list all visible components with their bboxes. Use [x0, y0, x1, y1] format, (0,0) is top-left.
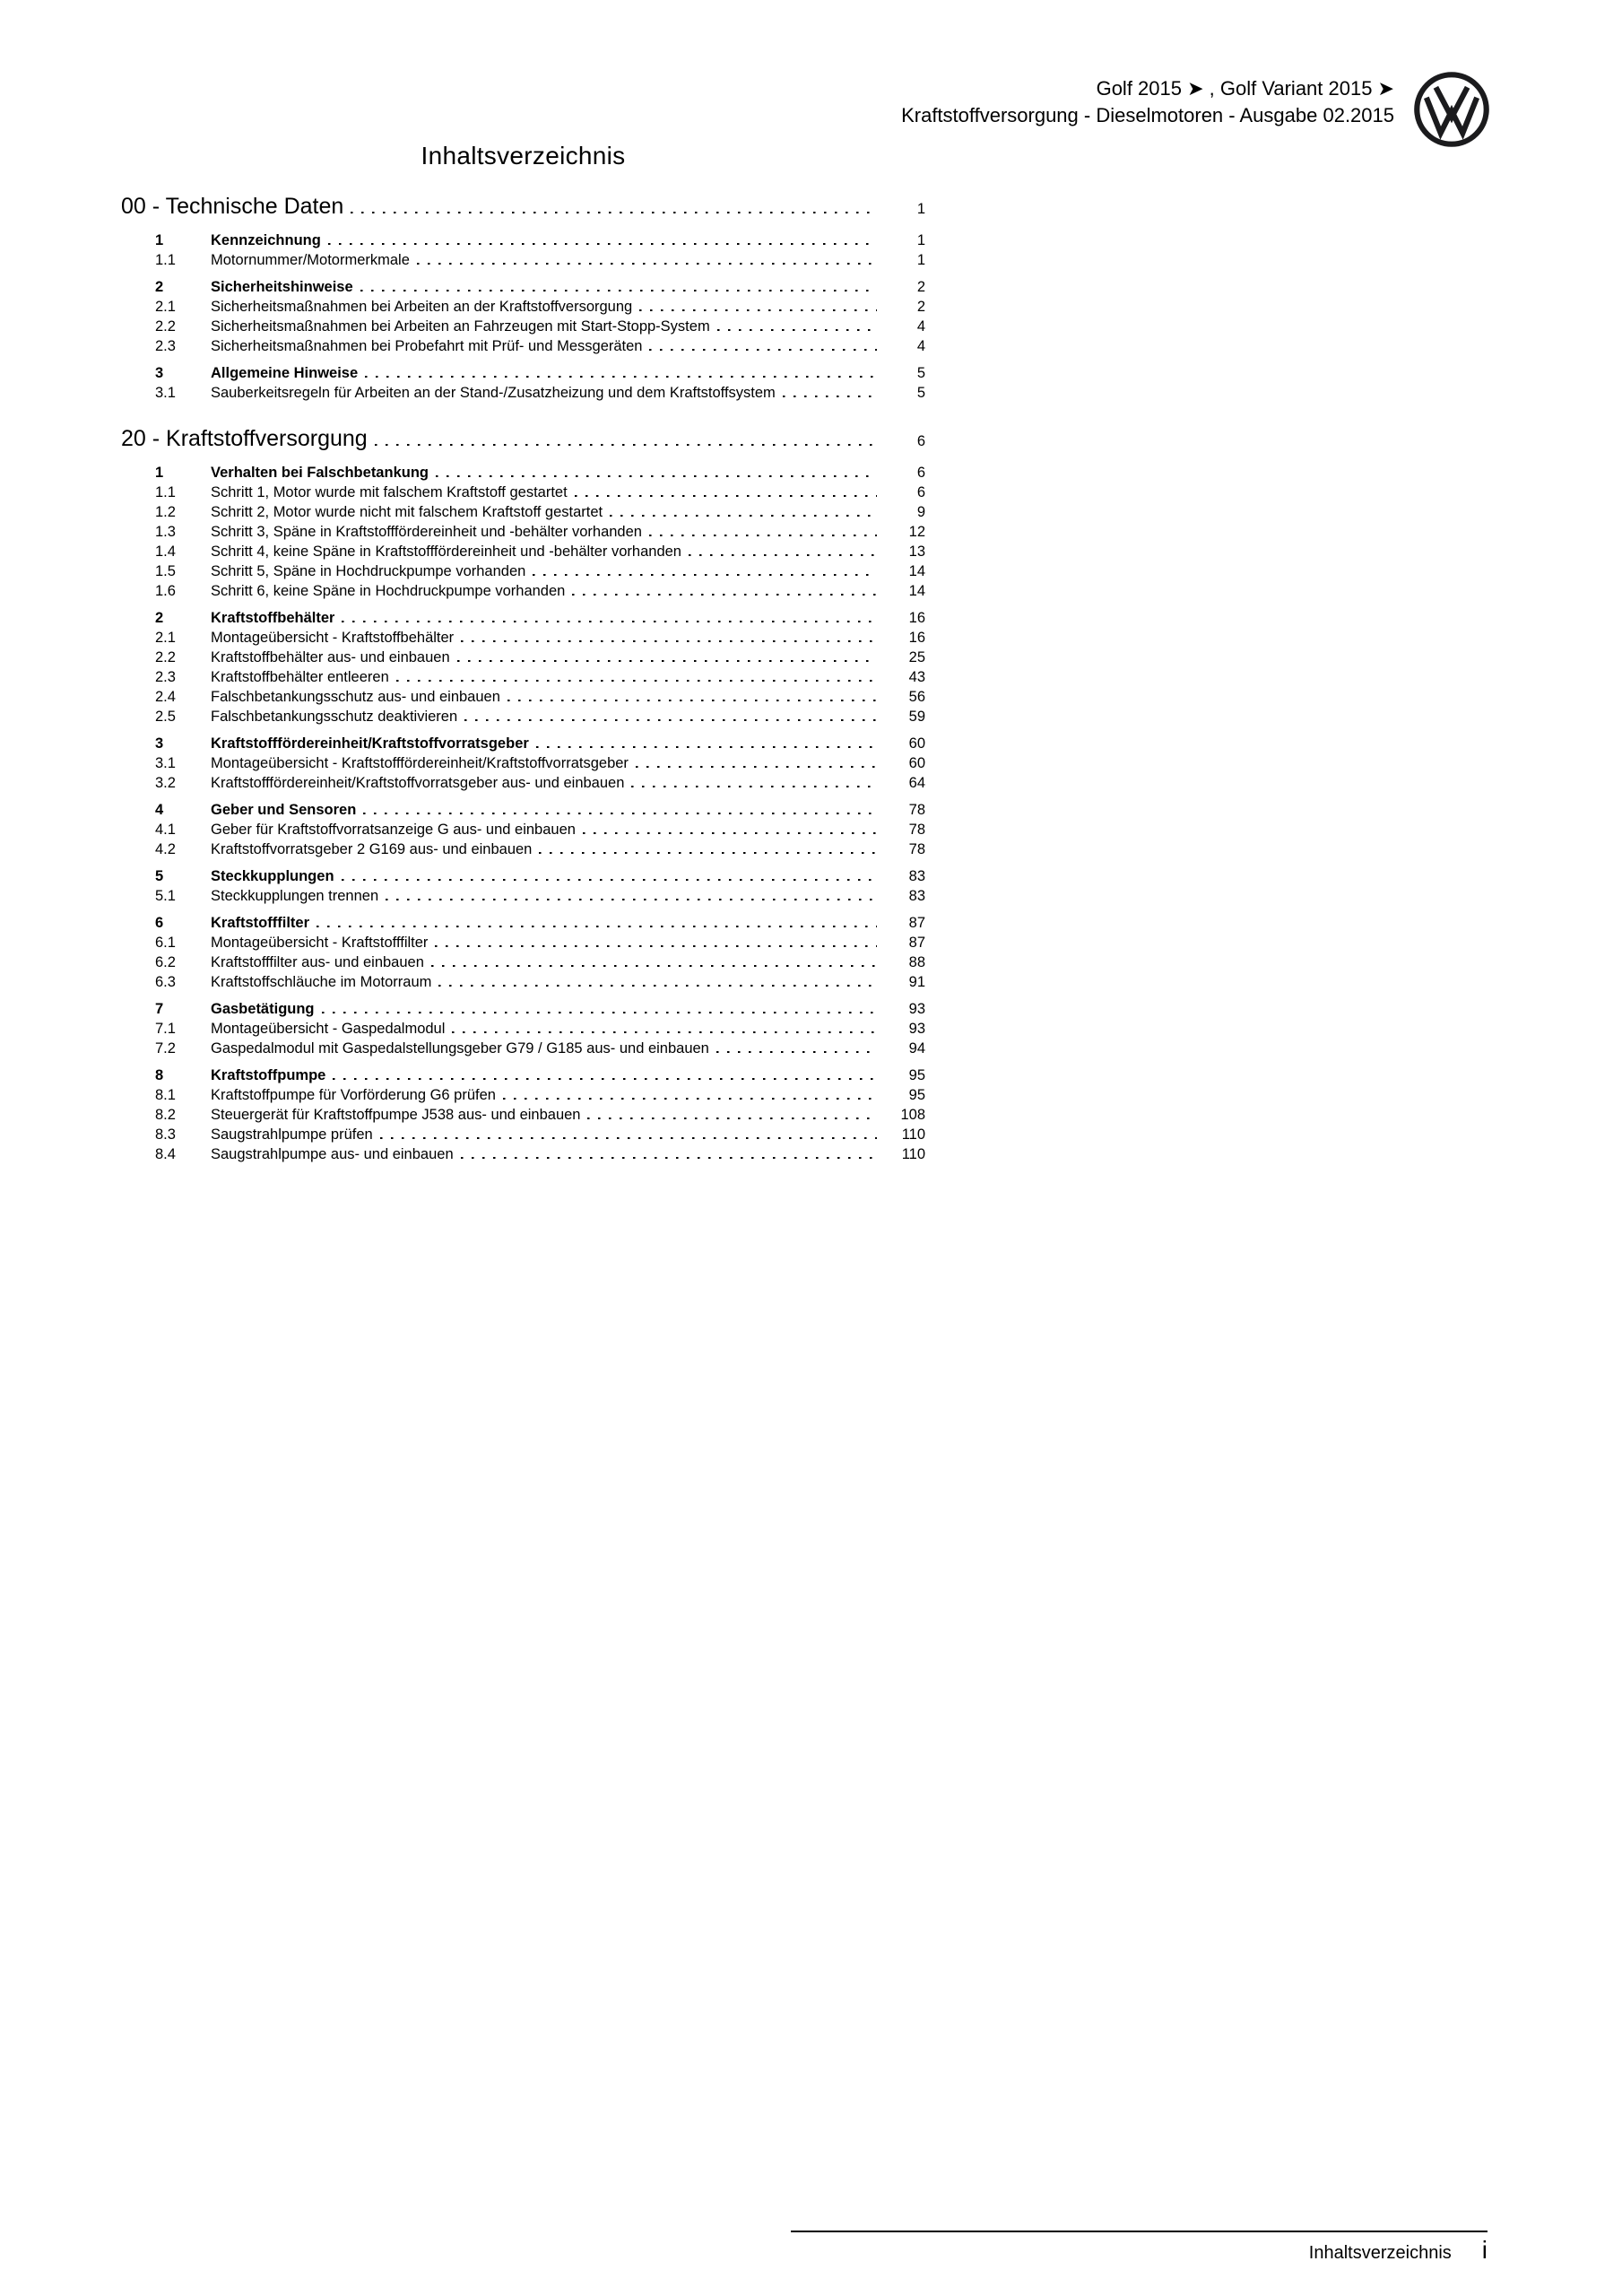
entry-number: 4.1 [155, 822, 176, 838]
entry-number: 2.1 [155, 630, 176, 646]
footer-divider [791, 2231, 1488, 2232]
toc-entry [155, 667, 925, 687]
entry-number: 2 [155, 279, 164, 295]
toc-entry [155, 230, 925, 250]
dot-leader [610, 513, 877, 517]
toc-entry [155, 1039, 925, 1058]
dot-leader [386, 897, 877, 900]
entry-title: Kraftstoffpumpe [211, 1067, 326, 1083]
entry-title: Motornummer/Motormerkmale [211, 252, 410, 268]
toc-entry [155, 363, 925, 383]
dot-leader [575, 493, 877, 497]
entry-page-number: 87 [908, 915, 925, 931]
entry-page-number: 2 [916, 299, 925, 315]
entry-title: Verhalten bei Falschbetankung [211, 465, 429, 481]
dot-leader [396, 678, 877, 682]
toc-entry [155, 773, 925, 793]
entry-page-number: 56 [908, 689, 925, 705]
entry-page-number: 60 [908, 755, 925, 771]
header-model-line: Golf 2015 ➤ , Golf Variant 2015 ➤ [1096, 77, 1394, 100]
entry-page-number: 83 [908, 888, 925, 904]
dot-leader [631, 784, 877, 787]
entry-title: Sicherheitsmaßnahmen bei Arbeiten an der Kraftstoffversorgung [211, 299, 633, 315]
toc-entry [155, 383, 925, 403]
dot-leader [380, 1135, 877, 1139]
entry-title: Sauberkeitsregeln für Arbeiten an der Stand-/Zusatzheizung und dem Kraftstoffsystem [211, 385, 776, 401]
entry-title: Gasbetätigung [211, 1001, 315, 1017]
content-area [121, 142, 925, 1164]
entry-number: 6.1 [155, 935, 176, 951]
dot-leader [649, 347, 877, 351]
dot-leader [783, 394, 877, 397]
entry-number: 4.2 [155, 841, 176, 857]
toc-chapter-heading [121, 424, 925, 456]
dot-leader [342, 877, 877, 881]
entry-page-number: 14 [908, 583, 925, 599]
toc-entry [155, 317, 925, 336]
toc-entry [155, 628, 925, 648]
entry-title: Sicherheitsmaßnahmen bei Probefahrt mit Prüf- und Messgeräten [211, 338, 643, 354]
entry-title: Schritt 6, keine Späne in Hochdruckpumpe vorhanden [211, 583, 566, 599]
entry-number: 2.3 [155, 669, 176, 685]
entry-page-number: 110 [901, 1146, 925, 1162]
entry-number: 8.2 [155, 1107, 176, 1123]
dot-leader [461, 639, 877, 642]
chapter-label: 00 - Technische Daten [121, 194, 344, 219]
dot-leader [539, 850, 877, 854]
entry-title: Geber und Sensoren [211, 802, 357, 818]
entry-title: Kennzeichnung [211, 232, 321, 248]
entry-number: 1.6 [155, 583, 176, 599]
toc-entry [155, 297, 925, 317]
toc-entry [155, 933, 925, 952]
chapter-items [121, 230, 925, 403]
entry-number: 1.5 [155, 563, 176, 579]
entry-page-number: 6 [916, 465, 925, 481]
toc-entry [155, 522, 925, 542]
entry-page-number: 43 [908, 669, 925, 685]
entry-number: 3.2 [155, 775, 176, 791]
entry-page-number: 78 [908, 802, 925, 818]
entry-page-number: 16 [908, 610, 925, 626]
entry-title: Kraftstofffilter aus- und einbauen [211, 954, 424, 970]
dot-leader [375, 442, 877, 446]
chapter-page-number: 1 [916, 201, 925, 217]
entry-title: Gaspedalmodul mit Gaspedalstellungsgeber G79 / G185 aus- und einbauen [211, 1040, 709, 1057]
dot-leader [639, 308, 877, 311]
dot-leader [363, 811, 877, 814]
entry-page-number: 4 [916, 318, 925, 335]
dot-leader [536, 744, 877, 748]
entry-number: 2 [155, 610, 164, 626]
toc-entry [155, 561, 925, 581]
entry-title: Montageübersicht - Kraftstofffördereinheit/Kraftstoffvorratsgeber [211, 755, 629, 771]
entry-title: Falschbetankungsschutz deaktivieren [211, 709, 458, 725]
entry-number: 2.4 [155, 689, 176, 705]
entry-page-number: 95 [908, 1087, 925, 1103]
entry-page-number: 4 [916, 338, 925, 354]
dot-leader [464, 718, 877, 721]
footer-page-number: i [1481, 2236, 1488, 2264]
footer-section-label: Inhaltsverzeichnis [1308, 2243, 1452, 2263]
entry-page-number: 1 [916, 232, 925, 248]
toc-entry [155, 1019, 925, 1039]
entry-title: Kraftstoffvorratsgeber 2 G169 aus- und einbauen [211, 841, 533, 857]
entry-number: 2.3 [155, 338, 176, 354]
entry-title: Schritt 5, Späne in Hochdruckpumpe vorhanden [211, 563, 526, 579]
entry-page-number: 88 [908, 954, 925, 970]
toc-entry [155, 1125, 925, 1144]
entry-number: 6.3 [155, 974, 176, 990]
entry-title: Saugstrahlpumpe aus- und einbauen [211, 1146, 454, 1162]
chapter-label: 20 - Kraftstoffversorgung [121, 426, 368, 451]
entry-title: Falschbetankungsschutz aus- und einbauen [211, 689, 500, 705]
entry-page-number: 12 [908, 524, 925, 540]
entry-title: Steuergerät für Kraftstoffpumpe J538 aus- und einbauen [211, 1107, 581, 1123]
entry-title: Montageübersicht - Gaspedalmodul [211, 1021, 446, 1037]
entry-page-number: 1 [916, 252, 925, 268]
toc-entry [155, 542, 925, 561]
entry-number: 6 [155, 915, 164, 931]
dot-leader [328, 241, 877, 245]
toc-entry [155, 581, 925, 601]
page-header [901, 75, 1394, 129]
entry-title: Schritt 4, keine Späne in Kraftstofffördereinheit und -behälter vorhanden [211, 544, 681, 560]
entry-page-number: 2 [916, 279, 925, 295]
toc-entry [155, 250, 925, 270]
entry-title: Steckkupplungen trennen [211, 888, 379, 904]
toc-entry [155, 483, 925, 502]
dot-leader [317, 924, 877, 927]
entry-page-number: 5 [916, 385, 925, 401]
entry-page-number: 13 [908, 544, 925, 560]
entry-page-number: 94 [908, 1040, 925, 1057]
toc-chapter-heading [121, 192, 925, 223]
entry-title: Saugstrahlpumpe prüfen [211, 1126, 373, 1143]
toc-entry [155, 972, 925, 992]
entry-title: Allgemeine Hinweise [211, 365, 359, 381]
page-title: Inhaltsverzeichnis [421, 142, 626, 170]
entry-title: Kraftstoffpumpe für Vorförderung G6 prüfen [211, 1087, 496, 1103]
toc-entry [155, 820, 925, 839]
dot-leader [436, 474, 877, 477]
entry-page-number: 83 [908, 868, 925, 884]
entry-number: 4 [155, 802, 164, 818]
toc-entry [155, 707, 925, 726]
entry-title: Sicherheitsmaßnahmen bei Arbeiten an Fahrzeugen mit Start-Stopp-System [211, 318, 710, 335]
entry-page-number: 95 [908, 1067, 925, 1083]
dot-leader [689, 552, 877, 556]
toc-entry [155, 734, 925, 753]
entry-title: Kraftstofffilter [211, 915, 309, 931]
entry-page-number: 64 [908, 775, 925, 791]
entry-page-number: 78 [908, 841, 925, 857]
entry-page-number: 93 [908, 1001, 925, 1017]
entry-number: 2.2 [155, 318, 176, 335]
entry-page-number: 16 [908, 630, 925, 646]
dot-leader [351, 210, 877, 213]
dot-leader [365, 374, 877, 378]
toc-entry [155, 502, 925, 522]
dot-leader [333, 1076, 877, 1080]
header-subject-line: Kraftstoffversorgung - Dieselmotoren - Ausgabe 02.2015 [901, 104, 1394, 126]
toc-entry [155, 608, 925, 628]
entry-page-number: 14 [908, 563, 925, 579]
entry-page-number: 87 [908, 935, 925, 951]
entry-title: Montageübersicht - Kraftstofffilter [211, 935, 429, 951]
toc-entry [155, 1085, 925, 1105]
entry-title: Kraftstoffbehälter [211, 610, 335, 626]
toc-entry [155, 753, 925, 773]
toc-entry [155, 1105, 925, 1125]
entry-number: 3.1 [155, 385, 176, 401]
toc-entry [155, 800, 925, 820]
page-footer [1309, 2236, 1488, 2265]
entry-number: 7.1 [155, 1021, 176, 1037]
toc-chapter [121, 192, 925, 403]
entry-number: 1 [155, 232, 164, 248]
entry-page-number: 25 [908, 649, 925, 665]
entry-number: 5.1 [155, 888, 176, 904]
entry-title: Geber für Kraftstoffvorratsanzeige G aus- und einbauen [211, 822, 576, 838]
entry-number: 1 [155, 465, 164, 481]
dot-leader [649, 533, 877, 536]
dot-leader [583, 831, 877, 834]
toc [121, 192, 925, 1164]
entry-number: 2.5 [155, 709, 176, 725]
entry-number: 1.1 [155, 484, 176, 500]
dot-leader [435, 944, 877, 947]
entry-page-number: 108 [900, 1107, 925, 1123]
entry-number: 3.1 [155, 755, 176, 771]
toc-entry [155, 999, 925, 1019]
entry-page-number: 6 [916, 484, 925, 500]
entry-number: 7 [155, 1001, 164, 1017]
dot-leader [438, 983, 877, 987]
entry-title: Schritt 3, Späne in Kraftstofffördereinheit und -behälter vorhanden [211, 524, 642, 540]
dot-leader [587, 1116, 877, 1119]
entry-page-number: 78 [908, 822, 925, 838]
entry-number: 7.2 [155, 1040, 176, 1057]
toc-entry [155, 336, 925, 356]
entry-title: Kraftstoffschläuche im Motorraum [211, 974, 432, 990]
dot-leader [457, 658, 877, 662]
toc-entry [155, 952, 925, 972]
entry-number: 2.1 [155, 299, 176, 315]
dot-leader [431, 963, 877, 967]
dot-leader [342, 619, 877, 622]
toc-entry [155, 687, 925, 707]
dot-leader [533, 572, 877, 576]
toc-entry [155, 1065, 925, 1085]
entry-title: Kraftstoffbehälter entleeren [211, 669, 389, 685]
entry-number: 8 [155, 1067, 164, 1083]
dot-leader [507, 698, 877, 701]
entry-page-number: 93 [908, 1021, 925, 1037]
entry-page-number: 91 [908, 974, 925, 990]
entry-title: Schritt 1, Motor wurde mit falschem Kraftstoff gestartet [211, 484, 568, 500]
entry-page-number: 110 [901, 1126, 925, 1143]
toc-entry [155, 1144, 925, 1164]
entry-title: Schritt 2, Motor wurde nicht mit falschem Kraftstoff gestartet [211, 504, 603, 520]
entry-title: Kraftstoffbehälter aus- und einbauen [211, 649, 450, 665]
entry-title: Kraftstofffördereinheit/Kraftstoffvorratsgeber [211, 735, 529, 752]
entry-title: Montageübersicht - Kraftstoffbehälter [211, 630, 455, 646]
toc-entry [155, 839, 925, 859]
dot-leader [503, 1096, 877, 1100]
entry-number: 3 [155, 365, 164, 381]
entry-number: 6.2 [155, 954, 176, 970]
entry-title: Kraftstofffördereinheit/Kraftstoffvorratsgeber aus- und einbauen [211, 775, 625, 791]
entry-number: 1.2 [155, 504, 176, 520]
entry-number: 1.4 [155, 544, 176, 560]
chapter-items [121, 463, 925, 1164]
toc-entry [155, 277, 925, 297]
toc-entry [155, 463, 925, 483]
dot-leader [717, 327, 877, 331]
toc-chapter [121, 424, 925, 1164]
toc-entry [155, 886, 925, 906]
entry-number: 1.1 [155, 252, 176, 268]
dot-leader [417, 261, 877, 265]
entry-title: Sicherheitshinweise [211, 279, 353, 295]
entry-page-number: 9 [916, 504, 925, 520]
entry-number: 1.3 [155, 524, 176, 540]
toc-entry [155, 648, 925, 667]
entry-title: Steckkupplungen [211, 868, 334, 884]
dot-leader [572, 592, 877, 596]
vw-logo-icon [1412, 70, 1491, 149]
dot-leader [461, 1155, 877, 1159]
entry-page-number: 5 [916, 365, 925, 381]
entry-number: 8.1 [155, 1087, 176, 1103]
toc-entry [155, 866, 925, 886]
dot-leader [452, 1030, 877, 1033]
entry-page-number: 60 [908, 735, 925, 752]
entry-number: 2.2 [155, 649, 176, 665]
dot-leader [716, 1049, 877, 1053]
entry-number: 8.3 [155, 1126, 176, 1143]
dot-leader [636, 764, 877, 768]
entry-page-number: 59 [908, 709, 925, 725]
entry-number: 3 [155, 735, 164, 752]
toc-entry [155, 913, 925, 933]
chapter-page-number: 6 [916, 433, 925, 449]
dot-leader [322, 1010, 877, 1013]
entry-number: 5 [155, 868, 164, 884]
entry-number: 8.4 [155, 1146, 176, 1162]
dot-leader [360, 288, 877, 291]
